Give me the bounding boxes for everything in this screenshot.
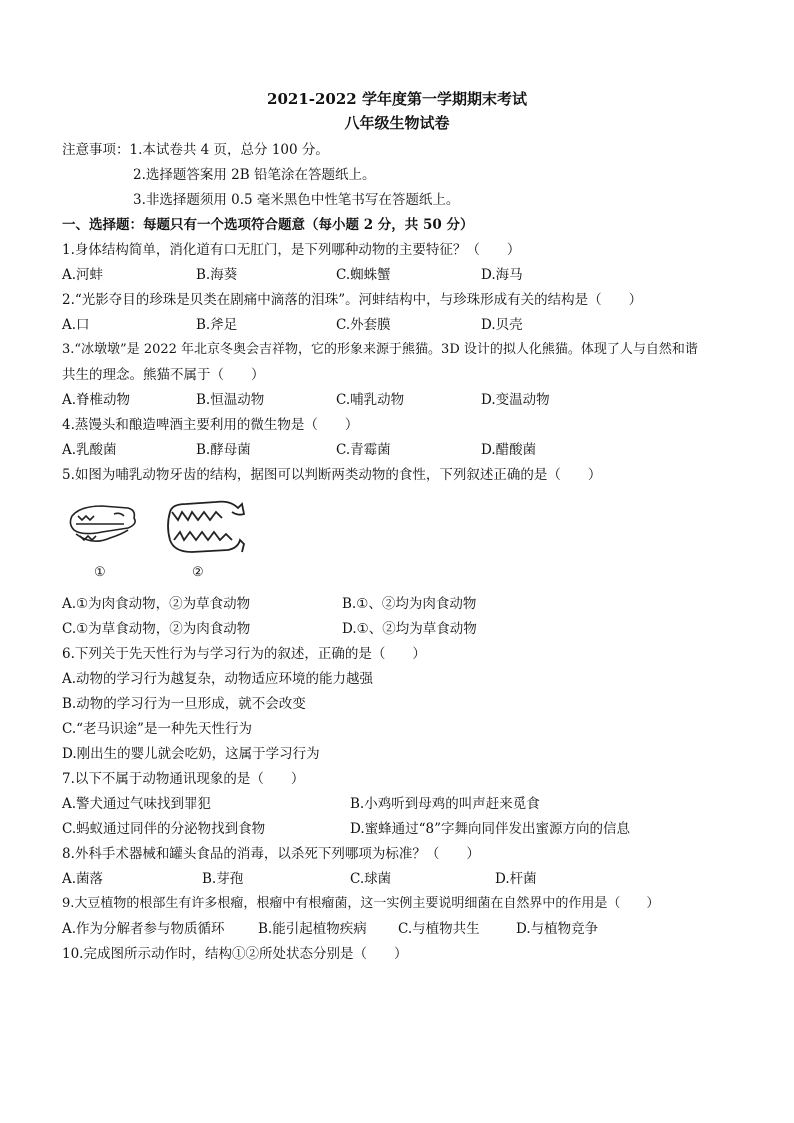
q2-option-d: D.贝壳 — [481, 317, 523, 333]
q1-option-b: B.海葵 — [196, 267, 238, 283]
q3-option-c: C.哺乳动物 — [336, 392, 405, 408]
skull-2-drawing — [168, 502, 244, 552]
q3-option-d: D.变温动物 — [481, 392, 550, 408]
note-1: 注意事项：1.本试卷共 4 页，总分 100 分。 — [62, 142, 329, 158]
q2-option-a: A.口 — [62, 317, 90, 333]
question-5-stem: 5.如图为哺乳动物牙齿的结构，据图可以判断两类动物的食性，下列叙述正确的是（ ） — [62, 467, 602, 483]
question-7-stem: 7.以下不属于动物通讯现象的是（ ） — [62, 771, 305, 787]
q3-option-b: B.恒温动物 — [196, 392, 265, 408]
exam-subtitle: 八年级生物试卷 — [344, 114, 450, 132]
q8-option-a: A.菌落 — [62, 871, 104, 887]
q5-option-c: C.①为草食动物，②为肉食动物 — [62, 621, 251, 637]
skull-1-drawing — [70, 506, 135, 541]
teeth-figure — [62, 494, 262, 584]
q9-option-d: D.与植物竞争 — [516, 921, 599, 937]
q7-option-d: D.蜜蜂通过“8”字舞向同伴发出蜜源方向的信息 — [350, 821, 631, 837]
q7-option-c: C.蚂蚁通过同伴的分泌物找到食物 — [62, 821, 266, 837]
q6-option-b: B.动物的学习行为一旦形成，就不会改变 — [62, 696, 306, 712]
q5-option-a: A.①为肉食动物，②为草食动物 — [62, 596, 251, 612]
note-3: 3.非选择题须用 0.5 毫米黑色中性笔书写在答题纸上。 — [133, 192, 460, 208]
question-8-stem: 8.外科手术器械和罐头食品的消毒，以杀死下列哪项为标准？（ ） — [62, 846, 480, 862]
q7-option-b: B.小鸡听到母鸡的叫声赶来觅食 — [350, 796, 540, 812]
q1-option-c: C.蜘蛛蟹 — [336, 267, 391, 283]
q4-option-c: C.青霉菌 — [336, 442, 391, 458]
q4-option-a: A.乳酸菌 — [62, 442, 117, 458]
question-9-stem: 9.大豆植物的根部生有许多根瘤，根瘤中有根瘤菌，这一实例主要说明细菌在自然界中的作用是（ ） — [62, 896, 660, 911]
q8-option-d: D.杆菌 — [495, 871, 537, 887]
question-4-stem: 4.蒸馒头和酿造啤酒主要利用的微生物是（ ） — [62, 417, 359, 433]
q5-option-d: D.①、②均为草食动物 — [342, 621, 477, 637]
figure-label-1: ① — [94, 565, 106, 580]
exam-title: 2021-2022 学年度第一学期期末考试 — [267, 90, 527, 108]
q3-option-a: A.脊椎动物 — [62, 392, 131, 408]
q6-option-a: A.动物的学习行为越复杂，动物适应环境的能力越强 — [62, 671, 374, 687]
question-3-stem-cont: 共生的理念。熊猫不属于（ ） — [62, 367, 265, 383]
q7-option-a: A.警犬通过气味找到罪犯 — [62, 796, 212, 812]
q6-option-c: C.“老马识途”是一种先天性行为 — [62, 721, 252, 737]
q8-option-c: C.球菌 — [350, 871, 392, 887]
question-2-stem: 2.“光影夺目的珍珠是贝类在剧痛中滴落的泪珠”。河蚌结构中，与珍珠形成有关的结构是（ ） — [62, 292, 643, 308]
q1-option-d: D.海马 — [481, 267, 523, 283]
q2-option-b: B.斧足 — [196, 317, 238, 333]
figure-label-2: ② — [192, 565, 204, 580]
question-3-stem: 3.“冰墩墩”是 2022 年北京冬奥会吉祥物，它的形象来源于熊猫。3D 设计的拟人化熊猫。体现了人与自然和谐 — [62, 342, 698, 357]
question-1-stem: 1.身体结构简单，消化道有口无肛门，是下列哪种动物的主要特征？（ ） — [62, 242, 521, 258]
section-heading: 一、选择题：每题只有一个选项符合题意（每小题 2 分，共 50 分） — [62, 217, 474, 233]
question-10-stem: 10.完成图所示动作时，结构①②所处状态分别是（ ） — [62, 946, 408, 962]
q1-option-a: A.河蚌 — [62, 267, 104, 283]
question-6-stem: 6.下列关于先天性行为与学习行为的叙述，正确的是（ ） — [62, 646, 426, 662]
q4-option-d: D.醋酸菌 — [481, 442, 537, 458]
q2-option-c: C.外套膜 — [336, 317, 391, 333]
q4-option-b: B.酵母菌 — [196, 442, 251, 458]
q5-option-b: B.①、②均为肉食动物 — [342, 596, 477, 612]
q9-option-c: C.与植物共生 — [398, 921, 480, 937]
note-2: 2.选择题答案用 2B 铅笔涂在答题纸上。 — [133, 167, 376, 183]
q9-option-b: B.能引起植物疾病 — [258, 921, 367, 937]
q9-option-a: A.作为分解者参与物质循环 — [62, 921, 225, 937]
q6-option-d: D.刚出生的婴儿就会吃奶，这属于学习行为 — [62, 746, 320, 762]
q8-option-b: B.芽孢 — [202, 871, 244, 887]
